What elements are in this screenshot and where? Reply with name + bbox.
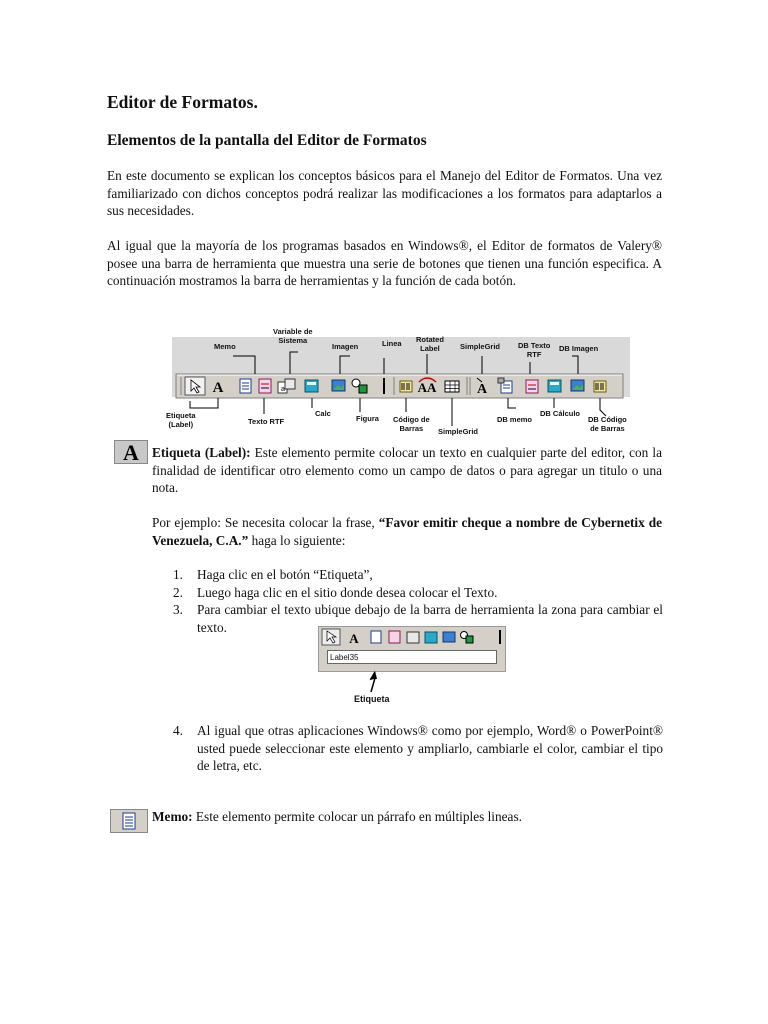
etiqueta-caption: Etiqueta: [354, 694, 390, 704]
toolbar-intro-paragraph: Al igual que la mayoría de los programas basados en Windows®, el Editor de formatos de Valery® posee una barra de herramienta que muestra una serie de botones que tienen una función especifica. A continuación mostramos la barra de herramientas y la función de cada botón.: [107, 238, 662, 289]
rtf-icon: [389, 631, 400, 643]
list-item: [173, 566, 663, 584]
toolbar-label-rotated: Rotated Label: [416, 335, 444, 353]
section-heading: Elementos de la pantalla del Editor de Formatos: [107, 132, 427, 149]
step-number: 4.: [173, 723, 183, 738]
rotated-label-icon: AA: [417, 380, 437, 395]
toolbar-diagram: [160, 326, 630, 438]
example-paragraph: [152, 514, 662, 549]
calc-icon: [425, 632, 437, 643]
memo-paragraph: [152, 808, 662, 826]
label-a-icon: [115, 441, 147, 463]
grid-icon: [445, 381, 459, 392]
etiqueta-paragraph: [152, 444, 662, 497]
mini-toolbar: [319, 627, 505, 647]
list-item: [173, 722, 663, 775]
svg-text:A: A: [123, 441, 139, 463]
step-number: 2.: [173, 585, 183, 600]
memo-icon: [111, 810, 147, 832]
toolbar-label-simplegrid-top: SimpleGrid: [460, 342, 501, 351]
rtf-icon: [259, 379, 271, 393]
example-quote: “Favor emitir cheque a nombre de Cybernetix de Venezuela, C.A.”: [152, 515, 662, 548]
step-number: 1.: [173, 567, 183, 582]
etiqueta-description: Este elemento permite colocar un texto en cualquier parte del editor, con la finalidad de identificar otro elemento como un campo de datos o para agregar un titulo o una nota.: [152, 445, 662, 496]
memo-term: Memo:: [152, 809, 193, 824]
toolbar-label-db-memo: DB memo: [497, 415, 533, 424]
label-icon: A: [212, 380, 224, 396]
db-rtf-icon: [526, 380, 538, 393]
toolbar-label-simplegrid-bottom: SimpleGrid: [438, 427, 479, 436]
step-number: 3.: [173, 602, 183, 617]
step-text: Haga clic en el botón “Etiqueta”,: [197, 567, 373, 582]
image-icon: [443, 632, 455, 642]
toolbar-label-db-codigo-barras: DB Código de Barras: [588, 415, 627, 433]
intro-paragraph: En este documento se explican los conceptos básicos para el Manejo del Editor de Formatos. Una vez familiarizado con dichos conceptos podrá realizar las modificaciones a los formatos para adaptarlos a sus necesidades.: [107, 168, 662, 219]
memo-button-icon: [110, 809, 148, 833]
label-button-icon: [114, 440, 148, 464]
toolbar-label-texto-rtf: Texto RTF: [248, 417, 285, 426]
db-calc-icon: [548, 380, 561, 392]
example-suffix: haga lo siguiente:: [248, 532, 346, 548]
toolbar-label-db-texto-rtf: DB Texto RTF: [518, 341, 551, 359]
etiqueta-term: Etiqueta (Label):: [152, 445, 251, 460]
toolbar-label-figura: Figura: [356, 414, 379, 423]
toolbar-label-variable: Variable de Sistema: [273, 327, 313, 345]
label-icon: A: [349, 631, 359, 646]
toolbar-label-calc: Calc: [315, 409, 331, 418]
toolbar-label-imagen: Imagen: [332, 342, 359, 351]
step-text: Al igual que otras aplicaciones Windows® como por ejemplo, Word® o PowerPoint® usted puede seleccionar este elemento y ampliarlo, cambiarle el color, cambiar el tipo de letra, etc.: [197, 723, 663, 774]
label-field-example: [318, 626, 506, 672]
label-text-input[interactable]: Label35: [327, 650, 497, 664]
memo-description: Este elemento permite colocar un párrafo en múltiples lineas.: [192, 809, 522, 824]
toolbar-label-db-calculo: DB Cálculo: [540, 409, 581, 418]
toolbar-label-db-imagen: DB Imagen: [559, 344, 599, 353]
toolbar-label-memo: Memo: [214, 342, 236, 351]
toolbar-label-etiqueta: Etiqueta (Label): [166, 411, 196, 429]
calc-icon: [305, 380, 318, 392]
arrow-up-icon: [355, 670, 385, 694]
toolbar-label-codigo-barras: Código de Barras: [393, 415, 430, 433]
svg-text:a: a: [281, 386, 285, 393]
step-text: Para cambiar el texto ubique debajo de la barra de herramienta la zona para cambiar el texto.: [197, 602, 663, 635]
db-label-icon: A: [476, 382, 488, 397]
toolbar-label-linea: Linea: [382, 339, 402, 348]
example-prefix: Por ejemplo: Se necesita colocar la frase,: [152, 515, 379, 530]
step-text: Luego haga clic en el sitio donde desea colocar el Texto.: [197, 585, 498, 600]
list-item: [173, 584, 663, 602]
memo-icon: [371, 631, 381, 643]
page-title: Editor de Formatos.: [107, 92, 258, 112]
system-variable-icon: [407, 632, 419, 643]
